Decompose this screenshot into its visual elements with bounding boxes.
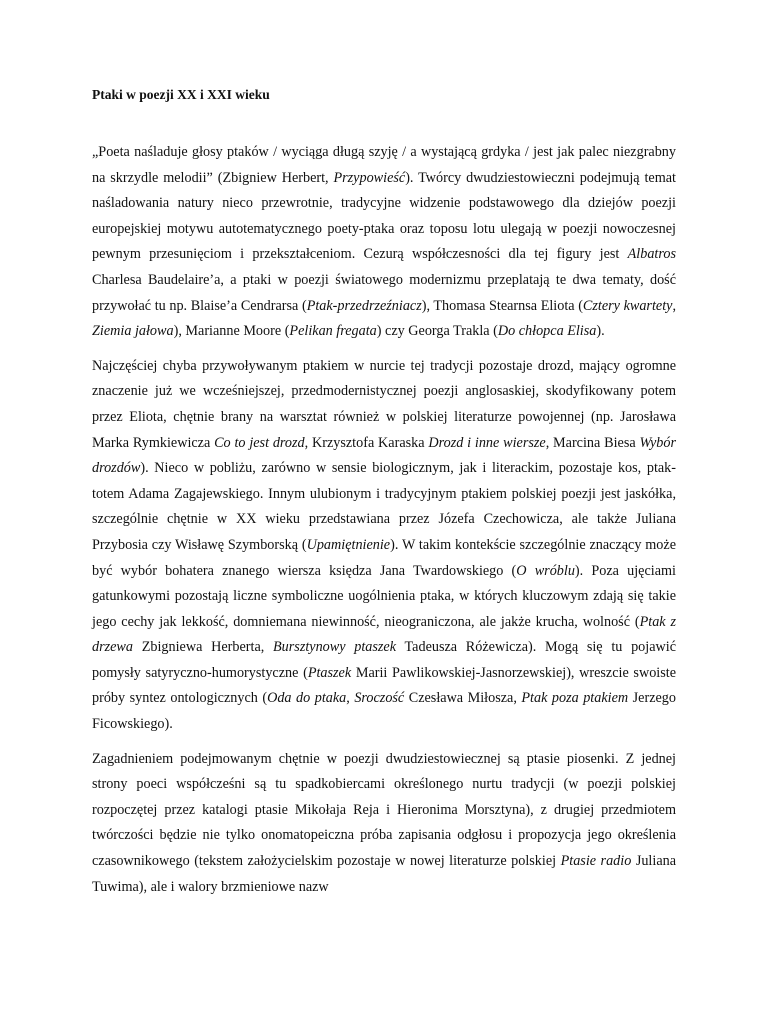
work-title: Albatros (627, 246, 676, 263)
work-title: Ptaszek (307, 664, 352, 681)
text-run: , (346, 690, 355, 707)
work-title: Oda do ptaka (267, 690, 347, 707)
text-run: Tadeusza Różewicza). Mogą się tu pojawić pomysły satyryczno-humorystyczne ( (92, 639, 677, 681)
work-title: Ptasie radio (560, 853, 632, 870)
work-title: Ziemia jałowa (92, 323, 174, 340)
work-title: Wybór drozdów (92, 434, 676, 477)
work-title: Ptak-przedrzeźniacz (306, 297, 422, 314)
work-title: Bursztynowy ptaszek (273, 639, 397, 656)
text-run: Zagadnieniem podejmowanym chętnie w poezji dwudziestowiecznej są ptasie piosenki. Z jednej strony poeci współcześni są tu spadkobiercami określonego nurtu tradycji (w poezji polskiej rozpoczętej przez katalogi ptasie Mikołaja Reja i Hieronima Morsztyna), z drugiej przedmiotem twórczości będzie nie tylko onomatopeiczna próba zapisania odgłosu i propozycja jego określenia czasownikowego (tekstem założycielskim pozostaje w nowej literaturze polskiej (92, 750, 676, 870)
work-title: Przypowieść (333, 169, 406, 186)
text-run: , (672, 297, 676, 314)
text-run: ). W takim kontekście szczególnie znaczący może być wybór bohatera znanego wiersza księdza Jana Twardowskiego ( (92, 536, 676, 579)
text-run: Marii Pawlikowskiej-Jasnorzewskiej), wreszcie swoiste próby syntez ontologicznych ( (92, 664, 676, 707)
text-run: Czesława Miłosza, (404, 690, 522, 707)
text-run: Zbigniewa Herberta, (133, 639, 274, 656)
text-run: ). Poza ujęciami gatunkowymi pozostają liczne symboliczne uogólnienia ptaka, w których kluczowym zdają się takie jego cechy jak lekkość, domniemana niewinność, nieograniczona, ale jakże krucha, wolność ( (92, 562, 676, 630)
work-title: Sroczość (354, 690, 405, 707)
text-run: ). (596, 323, 605, 340)
text-run: ). Nieco w pobliżu, zarówno w sensie biologicznym, jak i literackim, pozostaje kos, ptak-totem Adama Zagajewskiego. Innym ulubionym i tradycyjnym ptakiem polskiej poezji jest jaskółka, szczególnie chętnie w XX wieku przedstawiana przez Józefa Czechowicza, ale także Juliana Przybosia czy Wisławę Szymborską ( (92, 460, 676, 553)
paragraph (92, 747, 676, 901)
text-run: , Marcina Biesa (545, 434, 640, 451)
work-title: Pelikan fregata (289, 323, 377, 340)
work-title: Co to jest drozd (214, 434, 305, 451)
document-title: Ptaki w poezji XX i XXI wieku (92, 87, 270, 102)
text-run: Najczęściej chyba przywoływanym ptakiem w nurcie tej tradycji pozostaje drozd, mający ogromne znaczenie już we wcześniejszej, przedmodernistycznej poezji anglosaskiej, skodyfikowany potem przez Eliota, chętnie brany na warsztat również w polskiej literaturze powojennej (np. Jarosława Marka Rymkiewicza (92, 357, 676, 451)
paragraph (92, 354, 676, 738)
text-run: ) czy Georga Trakla ( (376, 323, 498, 340)
text-run: Jerzego Ficowskiego). (92, 690, 676, 733)
document-body (92, 140, 676, 909)
work-title: Cztery kwartety (582, 297, 673, 314)
work-title: Do chłopca Elisa (497, 323, 597, 340)
text-run: Juliana Tuwima), ale i walory brzmieniowe nazw (92, 853, 677, 895)
text-run: ), Marianne Moore ( (173, 323, 290, 340)
work-title: Upamiętnienie (306, 536, 391, 553)
text-run: , Krzysztofa Karaska (304, 434, 429, 451)
work-title: Ptak z drzewa (92, 613, 676, 656)
work-title: O wróblu (516, 562, 575, 579)
text-run: ), Thomasa Stearnsa Eliota ( (421, 297, 583, 314)
work-title: Drozd i inne wiersze (428, 434, 546, 451)
paragraph (92, 140, 676, 345)
text-run: Charlesa Baudelaire’a, a ptaki w poezji światowego modernizmu przeplatają te dwa tematy, dość przywołać tu np. Blaise’a Cendrarsa ( (92, 271, 676, 314)
text-run: ). Twórcy dwudziestowieczni podejmują temat naśladowania natury nieco przewrotnie, tradycyjne widzenie podstawowego dla dziejów poezji europejskiej motywu autotematycznego poety-ptaka oraz toposu lotu ulegają w poezji nowoczesnej pewnym przesunięciom i przekształceniom. Cezurą współczesności dla tej figury jest (92, 169, 676, 263)
text-run: „Poeta naśladuje głosy ptaków / wyciąga długą szyję / a wystającą grdyka / jest jak palec niezgrabny na skrzydle melodii” (Zbigniew Herbert, (92, 144, 676, 186)
work-title: Ptak poza ptakiem (521, 690, 629, 707)
